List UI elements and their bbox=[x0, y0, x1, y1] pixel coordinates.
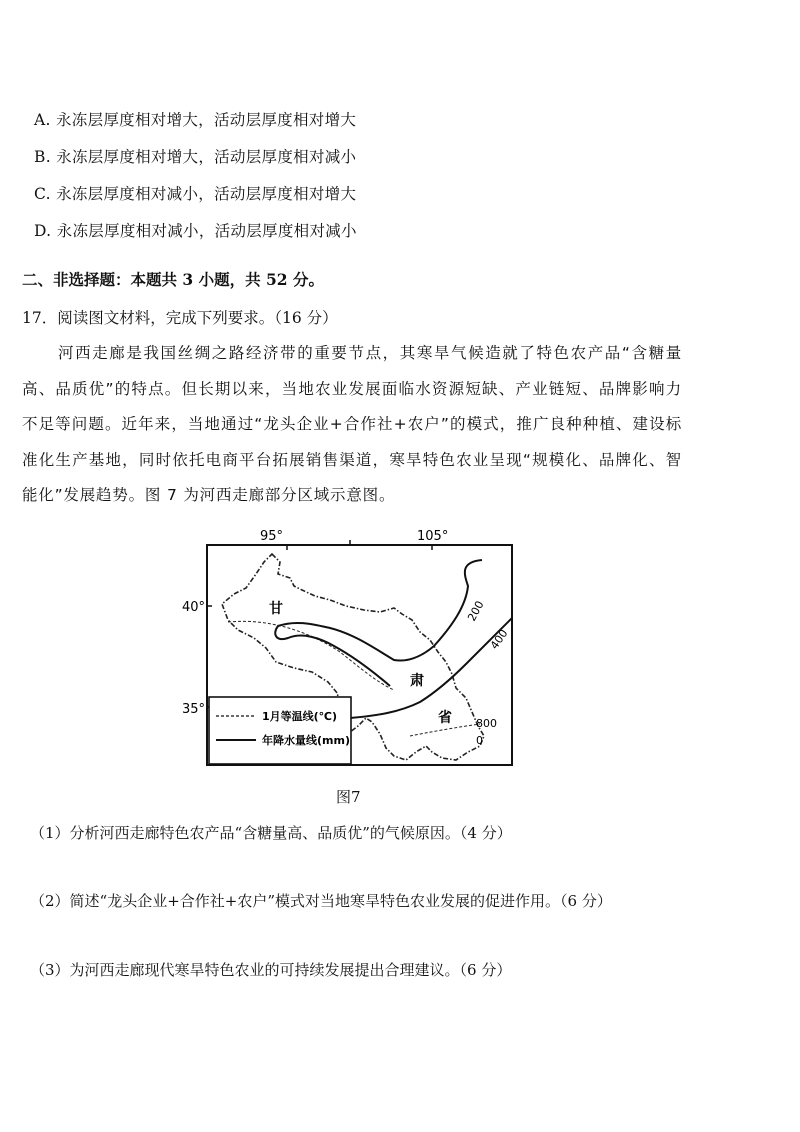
option-letter: A. bbox=[34, 111, 51, 129]
region-map bbox=[180, 522, 520, 772]
precipitation-isoline-400 bbox=[350, 618, 512, 718]
isoline-label-200: 200 bbox=[465, 598, 487, 624]
subquestion-1: （1）分析河西走廊特色农产品“含糖量高、品质优”的气候原因。（4 分） bbox=[30, 824, 512, 842]
option-text: 永冻层厚度相对减小，活动层厚度相对增大 bbox=[56, 185, 357, 203]
province-char-su: 肃 bbox=[410, 673, 424, 689]
map-legend bbox=[209, 697, 351, 764]
option-c bbox=[34, 182, 356, 204]
option-a bbox=[34, 108, 356, 130]
isoline-label-800: 800 bbox=[476, 717, 497, 730]
option-letter: C. bbox=[34, 185, 51, 203]
january-isotherm bbox=[228, 621, 394, 690]
lon-label-105: 105° bbox=[417, 529, 449, 544]
option-b bbox=[34, 145, 356, 167]
question-header: 17．阅读图文材料，完成下列要求。（16 分） bbox=[22, 309, 338, 327]
section-title: 二、非选择题：本题共 3 小题，共 52 分。 bbox=[22, 270, 324, 289]
lat-label-35: 35° bbox=[182, 702, 206, 717]
option-letter: D. bbox=[34, 222, 52, 240]
figure-caption: 图7 bbox=[336, 788, 361, 806]
province-char-gan: 甘 bbox=[269, 601, 283, 617]
isoline-label-400: 400 bbox=[487, 627, 511, 652]
legend-isotherm-label: 1月等温线(℃) bbox=[262, 710, 338, 723]
question-paragraph: 河西走廊是我国丝绸之路经济带的重要节点，其寒旱气候造就了特色农产品“含糖量高、品质优”的特点。但长期以来，当地农业发展面临水资源短缺、产业链短、品牌影响力不足等问题。近年来，当地通过“龙头企业+合作社+农户”的模式，推广良种种植、建设标准化生产基地，同时依托电商平台拓展销售渠道，寒旱特色农业呈现“规模化、品牌化、智能化”发展趋势。图 7 为河西走廊部分区域示意图。 bbox=[22, 344, 682, 504]
option-d bbox=[34, 219, 357, 241]
legend-precipitation-label: 年降水量线(mm) bbox=[262, 734, 350, 747]
precipitation-isoline-200 bbox=[275, 560, 482, 686]
option-letter: B. bbox=[34, 148, 51, 166]
option-text: 永冻层厚度相对增大，活动层厚度相对增大 bbox=[55, 111, 357, 129]
option-text: 永冻层厚度相对增大，活动层厚度相对减小 bbox=[56, 148, 357, 166]
subquestion-3: （3）为河西走廊现代寒旱特色农业的可持续发展提出合理建议。（6 分） bbox=[30, 961, 512, 979]
subquestion-2: （2）简述“龙头企业+合作社+农户”模式对当地寒旱特色农业发展的促进作用。（6 分） bbox=[30, 892, 612, 910]
lat-label-40: 40° bbox=[182, 600, 206, 615]
option-text: 永冻层厚度相对减小，活动层厚度相对减小 bbox=[56, 222, 357, 240]
lon-label-95: 95° bbox=[260, 529, 284, 544]
province-char-sheng: 省 bbox=[438, 710, 452, 726]
isoline-label-0: 0 bbox=[476, 734, 483, 747]
